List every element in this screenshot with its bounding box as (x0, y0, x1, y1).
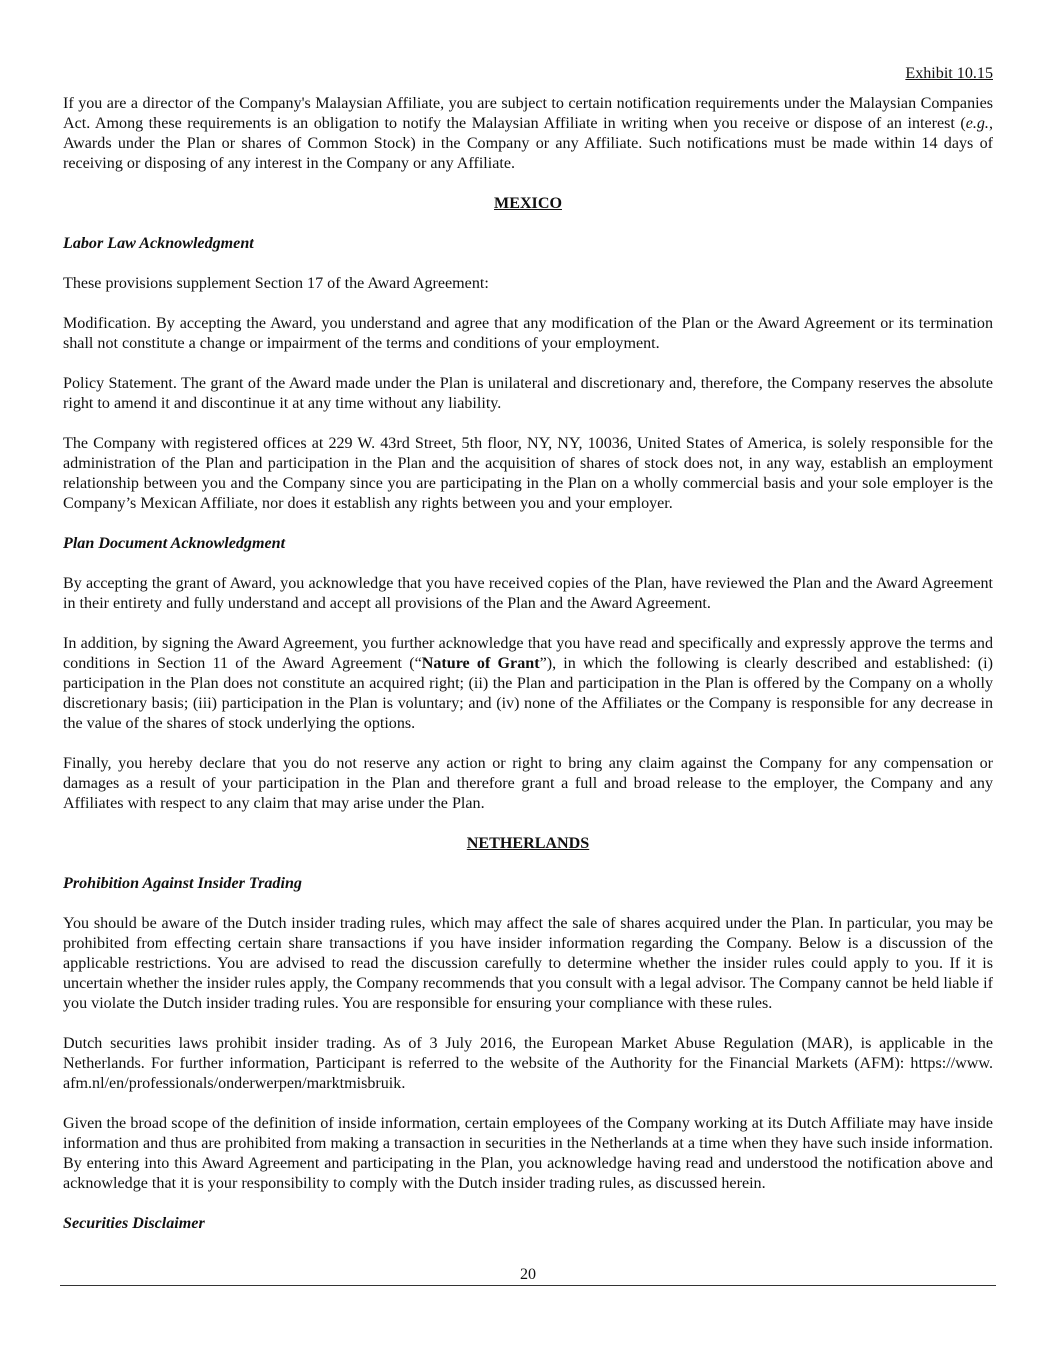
document-page (63, 64, 993, 1254)
addition-pre: In addition, by signing the Award Agreement, you further acknowledge that you have read and specifically and expressly approve the terms and conditions in Section 11 of the Award Agreement (“ (63, 635, 993, 672)
page-number: 20 (519, 1266, 537, 1283)
paragraph-supplement: These provisions supplement Section 17 of the Award Agreement: (63, 275, 489, 292)
section-title-mexico: MEXICO (494, 195, 562, 212)
paragraph-dutch-rules: You should be aware of the Dutch insider trading rules, which may affect the sale of shares acquired under the Plan. In particular, you may be prohibited from effecting certain share transactions if you have insider information regarding the Company. Below is a discussion of the applicable restrictions. You are advised to read the discussion carefully to determine whether the insider rules could apply to you. If it is uncertain whether the insider rules apply, the Company recommends that you consult with a legal advisor. The Company cannot be held liable if you violate the Dutch insider trading rules. You are responsible for ensuring your compliance with these rules. (63, 915, 993, 1012)
nature-of-grant-term: Nature of Grant (421, 655, 540, 672)
paragraph-broad-scope: Given the broad scope of the definition of inside information, certain employees of the Company working at its Dutch Affiliate may have inside information and thus are prohibited from making a transaction in securities in the Netherlands at a time when they have such inside information. By entering into this Award Agreement and participating in the Plan, you acknowledge having read and understood the notification above and acknowledge that it is your responsibility to comply with the Dutch insider trading rules, as discussed herein. (63, 1115, 993, 1192)
malaysia-p1-eg: e.g. (965, 115, 989, 132)
paragraph-policy-statement: Policy Statement. The grant of the Award made under the Plan is unilateral and discretionary and, therefore, the Company reserves the absolute right to amend it and discontinue it at any time without any liability. (63, 375, 993, 412)
heading-securities-disclaimer: Securities Disclaimer (63, 1215, 205, 1232)
malaysia-p1-pre: If you are a director of the Company's Malaysian Affiliate, you are subject to certain notification requirements under the Malaysian Companies Act. Among these requirements is an obligation to notify the Malaysian Affiliate in writing when you receive or dispose of an interest ( (63, 95, 993, 132)
exhibit-label: Exhibit 10.15 (905, 65, 993, 82)
page-footer (60, 1265, 996, 1286)
paragraph-company-offices: The Company with registered offices at 229 W. 43rd Street, 5th floor, NY, NY, 10036, United States of America, is solely responsible for the administration of the Plan and participation in the Plan and the acquisition of shares of stock does not, in any way, establish an employment relationship between you and the Company since you are participating in the Plan on a wholly commercial basis and your sole employer is the Company’s Mexican Affiliate, nor does it establish any rights between you and your employer. (63, 435, 993, 512)
malaysia-director-paragraph (63, 94, 993, 174)
heading-labor-law: Labor Law Acknowledgment (63, 235, 254, 252)
section-title-netherlands: NETHERLANDS (466, 835, 590, 852)
paragraph-accept-grant: By accepting the grant of Award, you acknowledge that you have received copies of the Plan, have reviewed the Plan and the Award Agreement in their entirety and fully understand and accept all provisions of the Plan and the Award Agreement. (63, 575, 993, 612)
paragraph-securities-laws: Dutch securities laws prohibit insider trading. As of 3 July 2016, the European Market Abuse Regulation (MAR), is applicable in the Netherlands. For further information, Participant is referred to the website of the Authority for the Financial Markets (AFM): https://www. afm.nl/en/professionals/onderwerpen/marktmisbruik. (63, 1035, 993, 1092)
malaysia-p1-post: , Awards under the Plan or shares of Common Stock) in the Company or any Affiliate. Such notifications must be made within 14 days of receiving or disposing of any interest in the Company or any Affiliate. (63, 115, 993, 172)
heading-insider-trading: Prohibition Against Insider Trading (63, 875, 302, 892)
addition-post: ”), in which the following is clearly described and established: (i) participation in the Plan does not constitute an acquired right; (ii) the Plan and participation in the Plan is offered by the Company on a wholly discretionary basis; (iii) participation in the Plan is voluntary; and (iv) none of the Affiliates or the Company is responsible for any decrease in the value of the shares of stock underlying the options. (63, 655, 993, 732)
heading-plan-document: Plan Document Acknowledgment (63, 535, 286, 552)
paragraph-in-addition (63, 634, 993, 734)
paragraph-finally: Finally, you hereby declare that you do not reserve any action or right to bring any claim against the Company for any compensation or damages as a result of your participation in the Plan and therefore grant a full and broad release to the employer, the Company and any Affiliates with respect to any claim that may arise under the Plan. (63, 755, 993, 812)
paragraph-modification: Modification. By accepting the Award, you understand and agree that any modification of the Plan or the Award Agreement or its termination shall not constitute a change or impairment of the terms and conditions of your employment. (63, 315, 993, 352)
